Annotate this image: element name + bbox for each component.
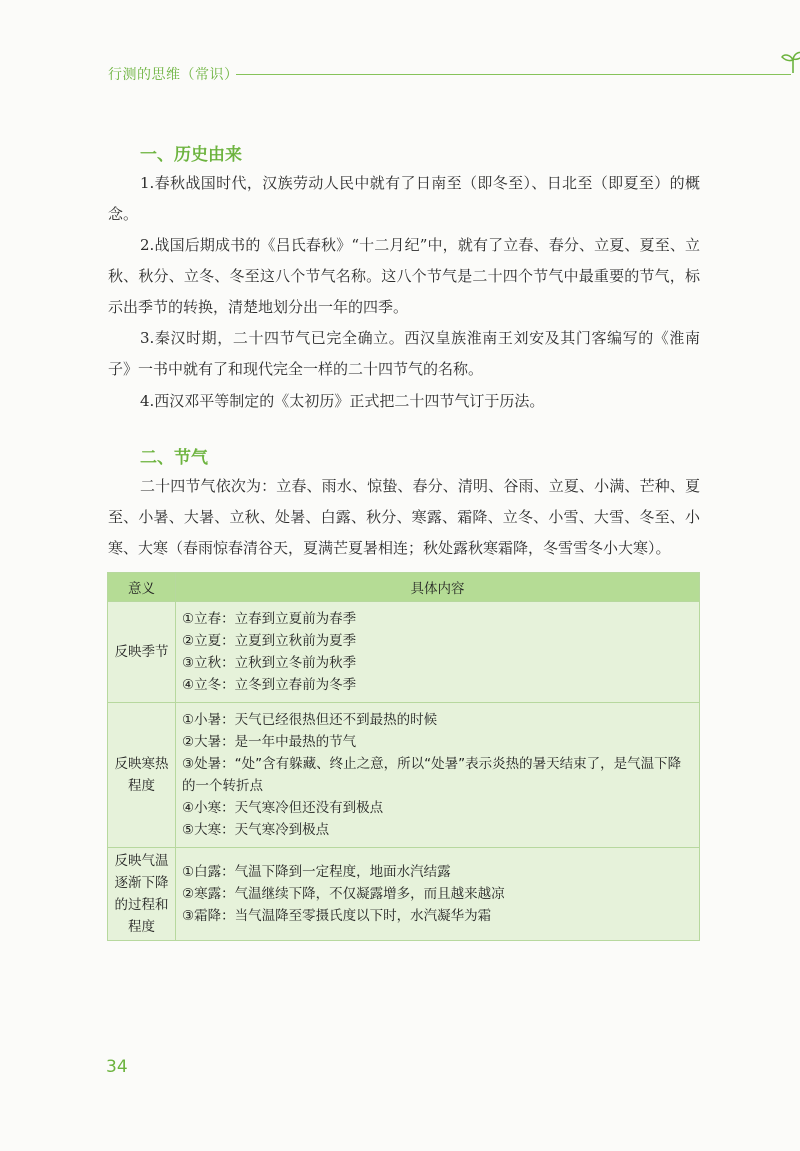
- table-header-meaning: 意义: [108, 573, 176, 602]
- content-cell: [176, 848, 700, 941]
- content-item: ②立夏：立夏到立秋前为夏季: [182, 633, 357, 649]
- page-number: 34: [106, 1057, 128, 1077]
- history-paragraph: 4.西汉邓平等制定的《太初历》正式把二十四节气订于历法。: [140, 392, 545, 410]
- content-item: ③霜降：当气温降至零摄氏度以下时，水汽凝华为霜: [182, 908, 492, 924]
- content-item: ①小暑：天气已经很热但还不到最热的时候: [182, 712, 438, 728]
- section-title-solar-terms: 二、节气: [140, 448, 208, 468]
- meaning-cell: 反映寒热程度: [108, 703, 176, 848]
- content-cell: [176, 703, 700, 848]
- section-title-history: 一、历史由来: [140, 145, 242, 165]
- content-cell: [176, 602, 700, 703]
- content-item: ②大暑：是一年中最热的节气: [182, 734, 357, 750]
- meaning-cell: 反映季节: [108, 602, 176, 703]
- history-paragraph: 2.战国后期成书的《吕氏春秋》“十二月纪”中，就有了立春、春分、立夏、夏至、立秋、秋分、立冬、冬至这八个节气名称。这八个节气是二十四个节气中最重要的节气，标示出季节的转换，清楚地划分出一年的四季。: [108, 236, 700, 316]
- table-row: [108, 848, 700, 941]
- sprout-icon: [780, 48, 800, 74]
- table-header-content: 具体内容: [176, 573, 700, 602]
- history-paragraph: 3.秦汉时期，二十四节气已完全确立。西汉皇族淮南王刘安及其门客编写的《淮南子》一书中就有了和现代完全一样的二十四节气的名称。: [108, 329, 700, 378]
- solar-terms-table: [107, 572, 700, 941]
- solar-terms-paragraph: 二十四节气依次为：立春、雨水、惊蛰、春分、清明、谷雨、立夏、小满、芒种、夏至、小暑、大暑、立秋、处暑、白露、秋分、寒露、霜降、立冬、小雪、大雪、冬至、小寒、大寒（春雨惊春清谷天，夏满芒夏暑相连；秋处露秋寒霜降，冬雪雪冬小大寒）。: [108, 477, 700, 557]
- content-item: ④立冬：立冬到立春前为冬季: [182, 677, 357, 693]
- content-item: ②寒露：气温继续下降，不仅凝露增多，而且越来越凉: [182, 886, 505, 902]
- content-item: ①白露：气温下降到一定程度，地面水汽结露: [182, 864, 451, 880]
- content-item: ⑤大寒：天气寒冷到极点: [182, 822, 330, 838]
- content-item: ③处暑：“处”含有躲藏、终止之意，所以“处暑”表示炎热的暑天结束了，是气温下降的一个转折点: [182, 756, 682, 794]
- history-paragraph: 1.春秋战国时代，汉族劳动人民中就有了日南至（即冬至）、日北至（即夏至）的概念。: [108, 174, 700, 223]
- meaning-cell: 反映气温逐渐下降的过程和程度: [108, 848, 176, 941]
- running-header: [108, 62, 708, 86]
- header-title: 行测的思维（常识）: [108, 67, 239, 83]
- content-item: ③立秋：立秋到立冬前为秋季: [182, 655, 357, 671]
- content-item: ④小寒：天气寒冷但还没有到极点: [182, 800, 384, 816]
- table-row: [108, 703, 700, 848]
- table-row: [108, 602, 700, 703]
- content-item: ①立春：立春到立夏前为春季: [182, 611, 357, 627]
- table-header-row: [108, 573, 700, 602]
- header-rule: [236, 74, 791, 75]
